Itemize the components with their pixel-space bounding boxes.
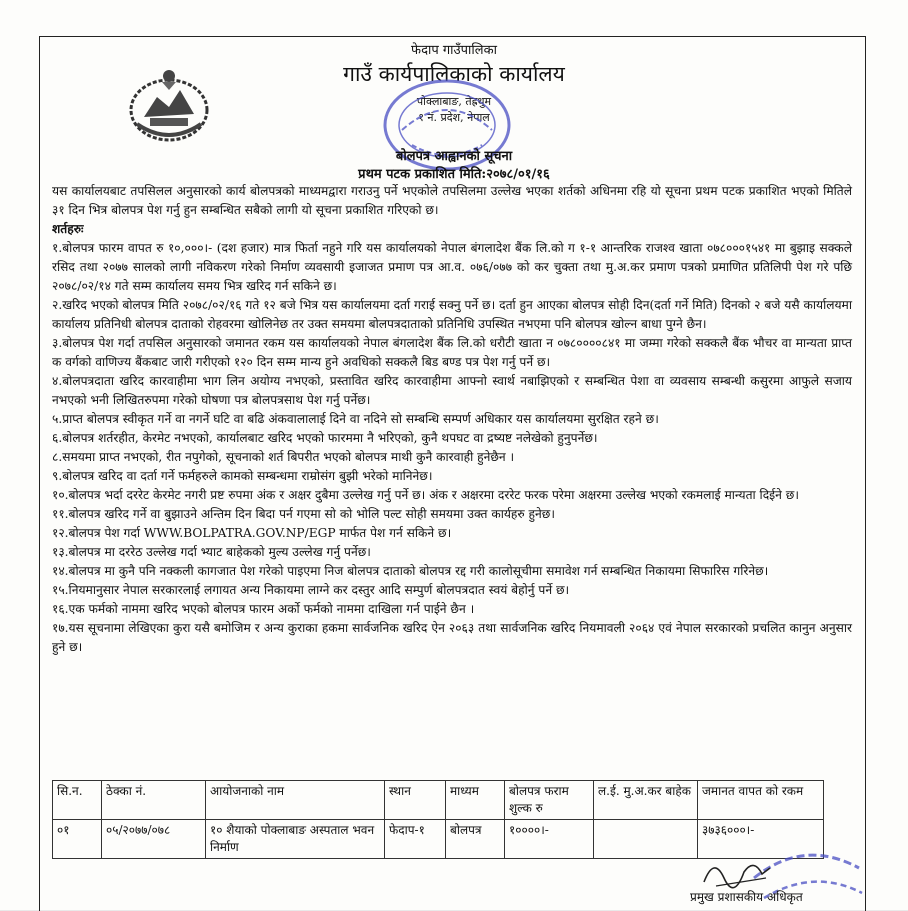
table-cell: ०५/२०७७/०७८	[102, 820, 206, 859]
table-header-cell: ल.ई. मु.अ.कर बाहेक	[594, 781, 698, 820]
notice-body	[52, 182, 852, 657]
table-cell: ३७३६०००।-	[698, 820, 824, 859]
condition-item: ३.बोलपत्र पेश गर्दा तपसिल अनुसारको जमानत रकम यस कार्यालयको नेपाल बंगलादेश बैंक लि.को धरौटी खाता न ०७८००००८४१ मा जम्मा गरेको सक्कलै बैंक भौचर वा मान्यता प्राप्त क वर्गको वाणिज्य बैंकबाट जारी गरीएको १२० दिन सम्म मान्य हुने अवधिको सक्कलै बिड बण्ड पत्र पेश गर्नु पर्ने छ।	[52, 336, 852, 369]
table-header-cell: स्थान	[385, 781, 446, 820]
address-line-2: १ नं. प्रदेश, नेपाल	[418, 111, 490, 124]
table-header-cell: बोलपत्र फराम शुल्क रु	[505, 781, 594, 820]
condition-item: १४.बोलपत्र मा कुनै पनि नक्कली कागजात पेश गरेको पाइएमा निज बोलपत्र दाताको बोलपत्र रद्द गरी कालोसूचीमा समावेश गर्न सम्बन्धित निकायमा सिफारिस गरिनेछ।	[52, 564, 769, 578]
signatory-title: प्रमुख प्रशासकीय अधिकृत	[690, 890, 803, 904]
condition-item: १६.एक फर्मको नाममा खरिद भएको बोलपत्र फारम अर्को फर्मको नाममा दाखिला गर्न पाईने छैन ।	[52, 602, 475, 616]
conditions-heading: शर्तहरुः	[52, 222, 84, 236]
notice-title: बोलपत्र आह्वानको सूचना	[395, 149, 513, 164]
table-cell: बोलपत्र	[446, 820, 505, 859]
publication-date: प्रथम पटक प्रकाशित मिति:२०७८/०१/१६	[358, 167, 550, 182]
condition-item: २.खरिद भएको बोलपत्र मिति २०७८/०२/१६ गते १२ बजे भित्र यस कार्यालयमा दर्ता गराई सक्नु पर्ने छ। दर्ता हुन आएका बोलपत्र सोही दिन(दर्ता गर्ने मिति) दिनको २ बजे यसै कार्यालयमा कार्यालय प्रतिनिधी बोलपत्र दाताको रोहवरमा खोलिनेछ तर उक्त समयमा बोलपत्रदाताको प्रतिनिधि उपस्थित नभएमा पनि बोलपत्र खोल्न बाधा पुग्ने छैन।	[52, 298, 853, 331]
condition-item: १५.नियमानुसार नेपाल सरकारलाई लगायत अन्य निकायमा लाग्ने कर दस्तुर आदि सम्पुर्ण बोलपत्रदात स्वयं बेहोर्नु पर्ने छ।	[52, 583, 570, 597]
table-header-cell: माध्यम	[446, 781, 505, 820]
condition-item: १२.बोलपत्र पेश गर्दा WWW.BOLPATRA.GOV.NP/EGP मार्फत पेश गर्न सकिने छ।	[52, 526, 452, 540]
office-name: गाउँ कार्यपालिकाको कार्यालय	[343, 62, 565, 86]
condition-item: १७.यस सूचनामा लेखिएका कुरा यसै बमोजिम र अन्य कुराका हकमा सार्वजनिक खरिद ऐन २०६३ तथा सार्वजनिक खरिद नियमावली २०६४ एवं नेपाल सरकारको प्रचलित कानुन अनुसार हुने छ।	[52, 621, 852, 654]
table-cell: १० शैयाको पोक्लाबाङ अस्पताल भवन निर्माण	[206, 820, 385, 859]
table-header-cell: जमानत वापत को रकम	[698, 781, 824, 820]
address-line-1: पोक्लाबाङ, तेह्रथुम	[416, 95, 492, 108]
table-header-row	[53, 781, 824, 820]
table-cell	[594, 820, 698, 859]
condition-item: ९.बोलपत्र खरिद वा दर्ता गर्ने फर्महरुले कामको सम्बन्धमा राम्रोसंग बुझी भरेको मानिनेछ।	[52, 469, 433, 483]
municipality-name: फेदाप गाउँपालिका	[411, 43, 497, 58]
table-header-cell: आयोजनाको नाम	[206, 781, 385, 820]
condition-item: ८.समयमा प्राप्त नभएको, रीत नपुगेको, सूचनाको शर्त बिपरीत भएको बोलपत्र माथी कुनै कारवाही हुनेछैन ।	[52, 450, 515, 464]
table-cell: फेदाप-१	[385, 820, 446, 859]
table-header-cell: ठेक्का नं.	[102, 781, 206, 820]
condition-item: ६.बोलपत्र शर्तरहीत, केरमेट नभएको, कार्यालबाट खरिद भएको फारममा नै भरिएको, कुनै थपघट वा द्रष्यष्ट नलेखेको हुनुपर्नेछ।	[52, 431, 598, 445]
table-header-cell: सि.न.	[53, 781, 102, 820]
condition-item: ४.बोलपत्रदाता खरिद कारवाहीमा भाग लिन अयोग्य नभएको, प्रस्तावित खरिद कारवाहीमा आफ्नो स्वार्थ नबाझिएको र सम्बन्धित पेशा वा व्यवसाय सम्बन्धी कसुरमा आफुले सजाय नभएको भनी लिखितरुपमा गरेको घोषणा पत्र बोलपत्रसाथ पेश गर्नु पर्नेछ।	[52, 374, 852, 407]
condition-item: ११.बोलपत्र खरिद गर्ने वा बुझाउने अन्तिम दिन बिदा पर्न गएमा सो को भोलि पल्ट सोही समयमा उक्त कार्यहरु हुनेछ।	[52, 507, 555, 521]
table-cell: १००००।-	[505, 820, 594, 859]
condition-item: ५.प्राप्त बोलपत्र स्वीकृत गर्ने वा नगर्ने घटि वा बढि अंकवालालाई दिने वा नदिने सो सम्बन्धि सम्पर्ण अधिकार यस कार्यालयमा सुरक्षित रहने छ।	[52, 412, 659, 426]
notice-intro: यस कार्यालयबाट तपसिलल अनुसारको कार्य बोलपत्रको माध्यमद्वारा गराउनु पर्ने भएकोले तपसिलमा उल्लेख भएका शर्तको अधिनमा रहि यो सूचना प्रथम पटक प्रकाशित भएको मितिले ३१ दिन भित्र बोलपत्र पेश गर्नु हुन सम्बन्धित सबैको लागी यो सूचना प्रकाशित गरिएको छ।	[52, 184, 852, 217]
condition-item: १३.बोलपत्र मा दररेठ उल्लेख गर्दा भ्याट बाहेकको मुल्य उल्लेख गर्नु पर्नेछ।	[52, 545, 371, 559]
table-cell: ०१	[53, 820, 102, 859]
condition-item: १०.बोलपत्र भर्दा दररेट केरमेट नगरी प्रष्ट रुपमा अंक र अक्षर दुबैमा उल्लेख गर्नु पर्ने छ। अंक र अक्षरमा दररेट फरक परेमा अक्षरमा उल्लेख भएको रकमलाई मान्यता दिईने छ।	[52, 488, 799, 502]
condition-item: १.बोलपत्र फारम वापत रु १०,०००।- (दश हजार) मात्र फिर्ता नहुने गरि यस कार्यालयको नेपाल बंगलादेश बैंक लि.को ग १-१ आन्तरिक राजश्व खाता ०७८०००१५४१ मा बुझाइ सक्कले रसिद तथा २०७७ सालको लागी नविकरण गरेको निर्माण व्यवसायी इजाजत प्रमाण पत्र आ.व. ०७६/०७७ को कर चुक्ता तथा मु.अ.कर प्रमाण पत्रको प्रमाणित प्रतिलिपी पेश गरे पछि २०७८/०२/१४ गते सम्म कार्यालय समय भित्र खरिद गर्न सकिने छ।	[52, 241, 852, 293]
signature-icon	[696, 848, 776, 892]
